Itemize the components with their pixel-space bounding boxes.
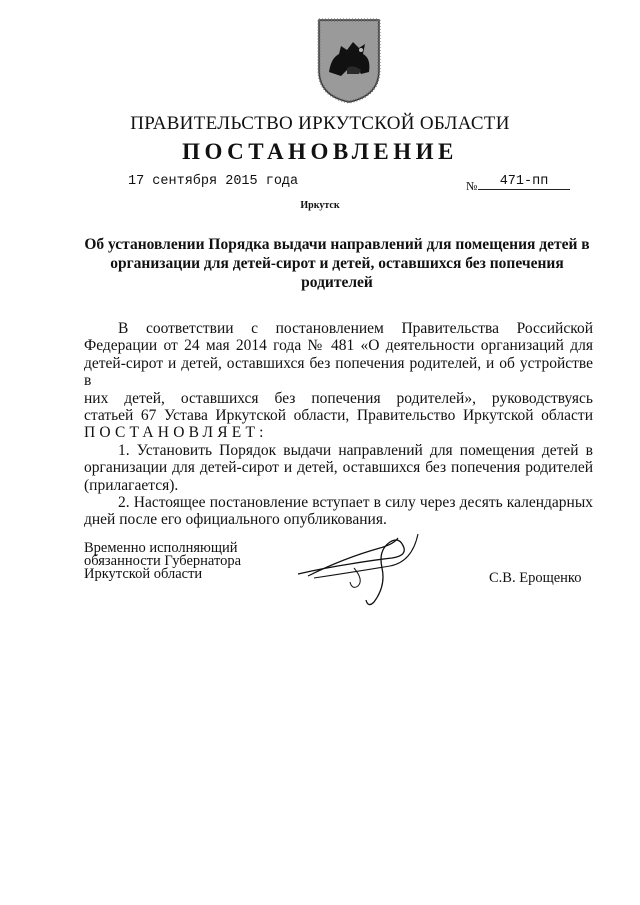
resolves-word: ПОСТАНОВЛЯЕТ:: [84, 424, 268, 442]
position-line: обязанности Губернатора: [84, 553, 242, 569]
document-type-title: ПОСТАНОВЛЕНИЕ: [182, 139, 458, 164]
document-date: 17 сентября 2015 года: [128, 174, 299, 189]
position-line: Иркутской области: [84, 566, 203, 582]
document-heading: Об установлении Порядка выдачи направлений для помещения детей в организации для детей-сирот и детей, оставшихся без попечения родителей: [84, 236, 590, 291]
signatory-position: [84, 542, 241, 581]
paragraph-line: 2. Настоящее постановление вступает в силу через десять календарных: [118, 494, 593, 512]
paragraph-line: (прилагается).: [84, 476, 179, 494]
paragraph-line: статьей 67 Устава Иркутской области, Правительство Иркутской области: [84, 407, 593, 425]
document-city: Иркутск: [300, 200, 340, 211]
document-number: 471-пп: [478, 174, 570, 190]
handwritten-signature-icon: [294, 528, 434, 608]
paragraph-line: них детей, оставшихся без попечения родителей», руководствуясь: [84, 389, 593, 407]
paragraph-line: 1. Установить Порядок выдачи направлений для помещения детей в: [118, 441, 593, 459]
number-sign: №: [466, 179, 478, 193]
paragraph-line: дней после его официального опубликования.: [84, 511, 387, 529]
government-name: ПРАВИТЕЛЬСТВО ИРКУТСКОЙ ОБЛАСТИ: [130, 113, 510, 134]
paragraph-line: В соответствии с постановлением Правительства Российской: [118, 320, 593, 337]
position-line: Временно исполняющий: [84, 540, 238, 556]
irkutsk-coat-of-arms-icon: [317, 18, 381, 104]
paragraph-line: детей-сирот и детей, оставшихся без попечения родителей, и об устройстве в: [84, 354, 593, 390]
paragraph-line: организации для детей-сирот и детей, оставшихся без попечения родителей: [84, 459, 593, 477]
paragraph-line: Федерации от 24 мая 2014 года № 481 «О деятельности организаций для: [84, 337, 593, 355]
document-body: [84, 320, 593, 529]
signatory-name: С.В. Ерощенко: [489, 570, 582, 586]
